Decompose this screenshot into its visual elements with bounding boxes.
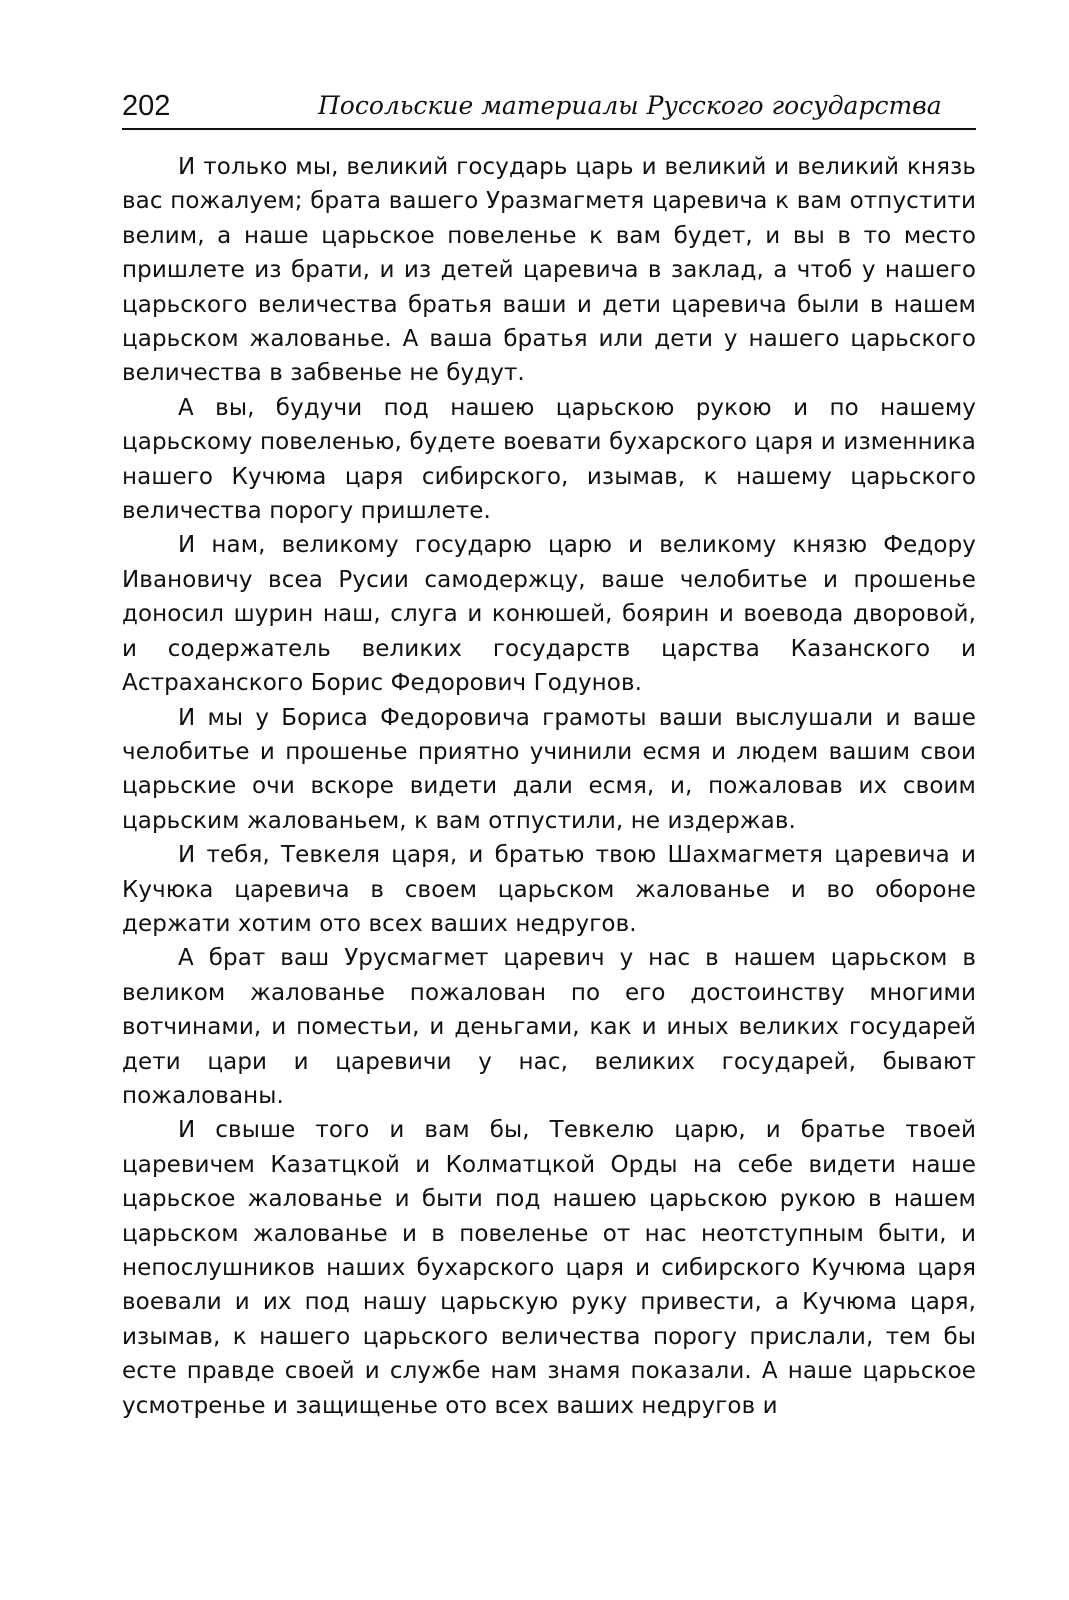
paragraph: И мы у Бориса Федоровича грамоты ваши выслушали и ваше челобитье и прошенье приятно учинили есмя и людем вашим свои царьские очи вскоре видети дали есмя, и, пожаловав их своим царьским жалованьем, к вам отпустили, не издержав. bbox=[122, 704, 976, 834]
paragraph: И нам, великому государю царю и великому князю Федору Ивановичу всеа Русии самодержцу, ваше челобитье и прошенье доносил шурин наш, слуга и конюшей, боярин и воевода дворовой, и содержатель великих государств царства Казанского и Астраханского Борис Федорович Годунов. bbox=[122, 532, 976, 697]
running-title: Посольские материалы Русского государства bbox=[318, 91, 942, 120]
body-text bbox=[122, 150, 976, 1423]
paragraph: И только мы, великий государь царь и великий и великий князь вас пожалуем; брата вашего Уразмагметя царевича к вам отпустити велим, а наше царьское повеленье к вам будет, и вы в то место пришлете из брати, и из детей царевича в заклад, а чтоб у нашего царьского величества братья ваши и дети царевича были в нашем царьском жалованье. А ваша братья или дети у нашего царьского величества в забвенье не будут. bbox=[122, 154, 976, 387]
paragraph: И тебя, Тевкеля царя, и братью твою Шахмагметя царевича и Кучюка царевича в своем царьском жалованье и во обороне держати хотим ото всех ваших недругов. bbox=[122, 842, 976, 937]
paragraph: А брат ваш Урусмагмет царевич у нас в нашем царьском в великом жалованье пожалован по его достоинству многими вотчинами, и поместьи, и деньгами, как и иных великих государей дети цари и царевичи у нас, великих государей, бывают пожалованы. bbox=[122, 945, 976, 1109]
running-head bbox=[122, 88, 976, 130]
page-number: 202 bbox=[122, 90, 171, 122]
paragraph: И свыше того и вам бы, Тевкелю царю, и братье твоей царевичем Казатцкой и Колматцкой Орды на себе видети наше царьское жалованье и быти под нашею царьскою рукою в нашем царьском жалованье и в повеленье от нас неотступным быти, и непослушников наших бухарского царя и сибирского Кучюма царя воевали и их под нашу царьскую руку привести, а Кучюма царя, изымав, к нашего царьского величества порогу прислали, тем бы есте правде своей и службе нам знамя показали. А наше царьское усмотренье и защищенье ото всех ваших недругов и bbox=[122, 1117, 976, 1419]
paragraph: А вы, будучи под нашею царьскою рукою и по нашему царьскому повеленью, будете воевати бухарского царя и изменника нашего Кучюма царя сибирского, изымав, к нашему царьского величества порогу пришлете. bbox=[122, 394, 976, 525]
